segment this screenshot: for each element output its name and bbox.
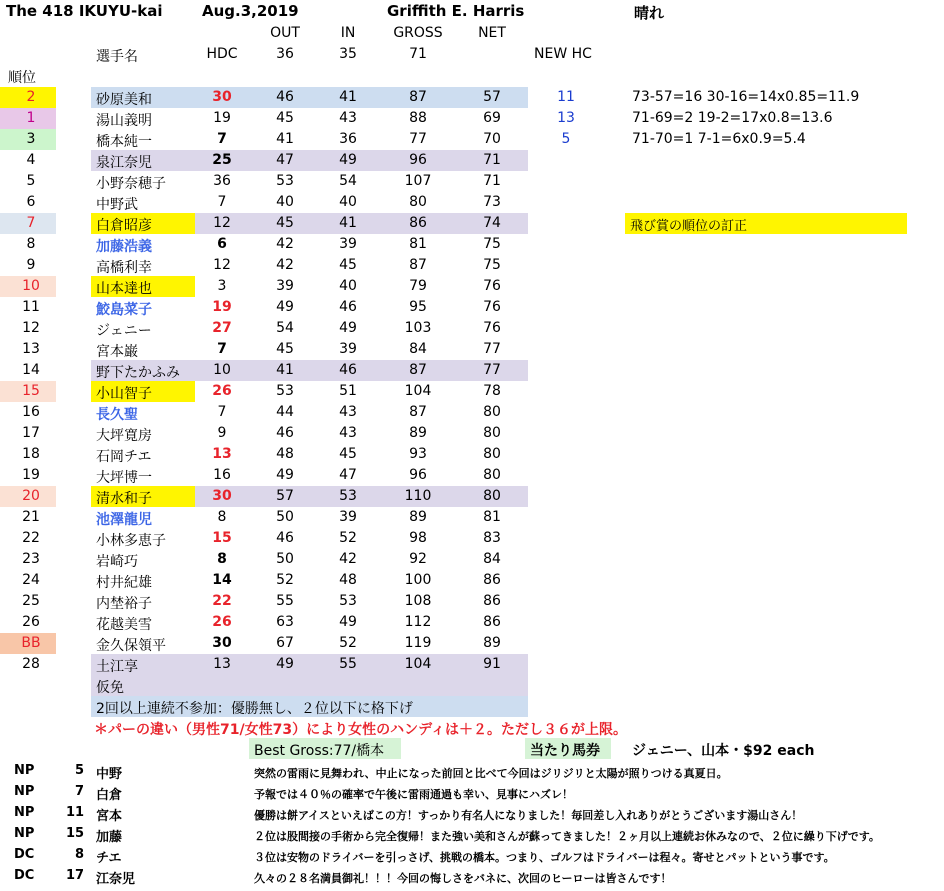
cell-name: 野下たかふみ <box>96 365 180 381</box>
absence-rule: 2回以上連続不参加：優勝無し、２位以下に格下げ <box>96 701 413 717</box>
cell-rank: 24 <box>22 572 40 588</box>
cell-out: 41 <box>276 131 294 147</box>
cell-hdc: 8 <box>217 509 227 525</box>
weather: 晴れ <box>634 4 665 22</box>
cell-name: 金久保領平 <box>96 638 166 654</box>
event-title: The 418 IKUYU-kai <box>6 2 163 20</box>
cell-name: 高橋利幸 <box>96 260 152 276</box>
table-row <box>0 213 944 234</box>
table-row <box>0 255 944 276</box>
cell-in: 43 <box>339 404 357 420</box>
table-row <box>0 549 944 570</box>
cell-gross: 119 <box>404 635 432 651</box>
cell-net: 78 <box>483 383 501 399</box>
cell-hdc: 13 <box>213 656 231 672</box>
cell-out: 49 <box>276 467 294 483</box>
cell-hdc: 7 <box>217 194 227 210</box>
cell-out: 50 <box>276 509 294 525</box>
cell-gross: 77 <box>409 131 427 147</box>
comment-line: 突然の雷雨に見舞われ、中止になった前回と比べて今回はジリジリと太陽が照りつける真夏日。 <box>254 767 728 780</box>
cell-out: 45 <box>276 110 294 126</box>
table-row <box>0 570 944 591</box>
table-row <box>0 633 944 654</box>
cell-gross: 87 <box>409 362 427 378</box>
cell-net: 86 <box>483 614 501 630</box>
table-row <box>0 444 944 465</box>
cell-out: 53 <box>276 173 294 189</box>
cell-out: 52 <box>276 572 294 588</box>
cell-out: 41 <box>276 362 294 378</box>
cell-net: 91 <box>483 656 501 672</box>
cell-in: 46 <box>339 299 357 315</box>
cell-rank: 19 <box>22 467 40 483</box>
cell-in: 54 <box>339 173 357 189</box>
cell-out: 46 <box>276 89 294 105</box>
cell-name: 池澤龍児 <box>96 512 152 528</box>
cell-net: 71 <box>483 173 501 189</box>
cell-in: 41 <box>339 89 357 105</box>
cell-name: 砂原美和 <box>96 92 152 108</box>
cell-in: 39 <box>339 509 357 525</box>
cell-rank: 6 <box>26 194 36 210</box>
cell-calc: 71-69=2 19-2=17x0.8=13.6 <box>632 110 833 126</box>
cell-gross: 89 <box>409 509 427 525</box>
cell-hdc: 19 <box>212 299 232 315</box>
cell-hdc: 10 <box>213 362 231 378</box>
gross-header: GROSS <box>393 25 443 41</box>
cell-gross: 112 <box>404 614 432 630</box>
cell-in: 40 <box>339 278 357 294</box>
cell-out: 53 <box>276 383 294 399</box>
cell-rank: 11 <box>22 299 40 315</box>
prize-type: NP <box>14 784 35 799</box>
cell-hdc: 7 <box>217 341 227 357</box>
cell-rank: 23 <box>22 551 40 567</box>
prize-name: 宮本 <box>96 809 123 824</box>
cell-in: 47 <box>339 467 357 483</box>
cell-new-hc: 11 <box>557 89 575 105</box>
cell-gross: 87 <box>409 257 427 273</box>
cell-gross: 96 <box>409 467 427 483</box>
cell-hdc: 22 <box>212 593 232 609</box>
cell-rank: 21 <box>22 509 40 525</box>
table-row <box>0 591 944 612</box>
out-header: OUT <box>270 25 300 41</box>
cell-net: 80 <box>483 404 501 420</box>
table-row <box>0 297 944 318</box>
table-row <box>0 192 944 213</box>
comment-line: ３位は安物のドライバーを引っさげ、挑戦の橋本。つまり、ゴルフはドライバーは程々。寄せとパットという事です。 <box>254 851 835 864</box>
gross-par: 71 <box>409 46 427 62</box>
cell-net: 77 <box>483 341 501 357</box>
cell-hdc: 12 <box>213 257 231 273</box>
cell-gross: 89 <box>409 425 427 441</box>
cell-net: 76 <box>483 299 501 315</box>
cell-rank: 26 <box>22 614 40 630</box>
cell-hdc: 27 <box>212 320 232 336</box>
table-row <box>0 486 944 507</box>
cell-hdc: 26 <box>212 383 232 399</box>
cell-hdc: 12 <box>213 215 231 231</box>
table-row <box>0 339 944 360</box>
cell-new-hc: 13 <box>557 110 575 126</box>
cell-gross: 95 <box>409 299 427 315</box>
cell-net: 80 <box>483 467 501 483</box>
net-header: NET <box>478 25 506 41</box>
cell-net: 75 <box>483 236 501 252</box>
cell-net: 76 <box>483 320 501 336</box>
table-row <box>0 528 944 549</box>
cell-rank: 3 <box>26 131 36 147</box>
prize-hole: 7 <box>74 784 84 799</box>
rank-header: 順位 <box>8 70 36 86</box>
cell-out: 67 <box>276 635 294 651</box>
cell-name: 宮本巌 <box>96 344 138 360</box>
cell-calc: 71-70=1 7-1=6x0.9=5.4 <box>632 131 806 147</box>
cell-in: 49 <box>339 152 357 168</box>
cell-in: 45 <box>339 446 357 462</box>
cell-hdc: 7 <box>217 131 227 147</box>
winning-ticket: ジェニー、山本・$92 each <box>632 743 815 759</box>
cell-in: 49 <box>339 320 357 336</box>
cell-gross: 108 <box>404 593 432 609</box>
cell-gross: 86 <box>409 215 427 231</box>
cell-name: 岩崎巧 <box>96 554 138 570</box>
out-par: 36 <box>276 46 294 62</box>
cell-rank: 17 <box>22 425 40 441</box>
cell-hdc: 8 <box>217 551 227 567</box>
prize-type: DC <box>14 868 35 883</box>
prize-type: NP <box>14 805 35 820</box>
cell-out: 45 <box>276 215 294 231</box>
cell-net: 70 <box>483 131 501 147</box>
cell-out: 40 <box>276 194 294 210</box>
cell-in: 39 <box>339 236 357 252</box>
cell-in: 53 <box>339 488 357 504</box>
cell-name: 小山智子 <box>96 386 152 402</box>
handicap-rule: ＊パーの違い（男性71/女性73）により女性のハンディは＋２。ただし３６が上限。 <box>94 722 627 738</box>
table-row <box>0 318 944 339</box>
prize-hole: 8 <box>74 847 84 862</box>
cell-out: 44 <box>276 404 294 420</box>
cell-gross: 103 <box>404 320 432 336</box>
cell-out: 48 <box>276 446 294 462</box>
cell-hdc: 19 <box>213 110 231 126</box>
cell-name: 白倉昭彦 <box>96 218 152 234</box>
cell-rank: 16 <box>22 404 40 420</box>
comment-line: 久々の２８名満員御礼！！！今回の悔しさをバネに、次回のヒーローは皆さんです！ <box>254 872 672 885</box>
cell-net: 80 <box>483 446 501 462</box>
player-header: 選手名 <box>96 49 138 65</box>
cell-rank: 20 <box>22 488 40 504</box>
table-row <box>0 423 944 444</box>
cell-hdc: 14 <box>212 572 232 588</box>
cell-rank: 13 <box>22 341 40 357</box>
in-par: 35 <box>339 46 357 62</box>
cell-net: 81 <box>483 509 501 525</box>
cell-in: 49 <box>339 614 357 630</box>
cell-name: 鮫島菜子 <box>96 302 152 318</box>
cell-gross: 81 <box>409 236 427 252</box>
cell-net: 73 <box>483 194 501 210</box>
cell-name: 大坪寛房 <box>96 428 152 444</box>
table-row <box>0 171 944 192</box>
cell-gross: 79 <box>409 278 427 294</box>
prize-name: 中野 <box>96 767 123 782</box>
cell-hdc: 26 <box>212 614 232 630</box>
cell-out: 42 <box>276 236 294 252</box>
cell-gross: 92 <box>409 551 427 567</box>
cell-gross: 88 <box>409 110 427 126</box>
hdc-header: HDC <box>206 46 238 62</box>
ranking-note: 飛び賞の順位の訂正 <box>630 219 748 234</box>
cell-rank: 12 <box>22 320 40 336</box>
cell-rank: 25 <box>22 593 40 609</box>
table-row <box>0 507 944 528</box>
new-hc-header: NEW HC <box>534 46 592 62</box>
cell-gross: 110 <box>404 488 432 504</box>
cell-in: 45 <box>339 257 357 273</box>
cell-name: 小林多恵子 <box>96 533 166 549</box>
cell-hdc: 6 <box>217 236 227 252</box>
cell-rank: 8 <box>26 236 36 252</box>
prize-hole: 11 <box>66 805 85 820</box>
table-row <box>0 381 944 402</box>
table-row <box>0 276 944 297</box>
cell-gross: 104 <box>404 656 432 672</box>
cell-rank: 28 <box>22 656 40 672</box>
prize-type: NP <box>14 763 35 778</box>
cell-net: 76 <box>483 278 501 294</box>
cell-name: ジェニー <box>96 323 152 339</box>
cell-in: 46 <box>339 362 357 378</box>
cell-gross: 98 <box>409 530 427 546</box>
table-row <box>0 402 944 423</box>
cell-rank: 1 <box>26 110 36 126</box>
prize-name: 江奈児 <box>96 872 136 887</box>
comment-line: 優勝は餅アイスといえばこの方！すっかり有名人になりました！毎回差し入れありがとうございます湯山さん！ <box>254 809 803 822</box>
cell-gross: 84 <box>409 341 427 357</box>
cell-rank: 5 <box>26 173 36 189</box>
in-header: IN <box>340 25 356 41</box>
cell-net: 89 <box>483 635 501 651</box>
comment-line: 予報では４０％の確率で午後に雷雨通過も幸い、見事にハズレ！ <box>254 788 573 801</box>
cell-in: 42 <box>339 551 357 567</box>
cell-name: 石岡チエ <box>96 449 152 465</box>
cell-in: 43 <box>339 110 357 126</box>
cell-in: 36 <box>339 131 357 147</box>
cell-hdc: 36 <box>213 173 231 189</box>
table-row <box>0 654 944 675</box>
cell-out: 45 <box>276 341 294 357</box>
cell-gross: 87 <box>409 89 427 105</box>
prize-hole: 15 <box>66 826 85 841</box>
cell-rank: 2 <box>26 89 36 105</box>
cell-out: 42 <box>276 257 294 273</box>
cell-net: 77 <box>483 362 501 378</box>
cell-rank: 4 <box>26 152 36 168</box>
winning-ticket-label: 当たり馬券 <box>530 743 600 759</box>
cell-in: 52 <box>339 530 357 546</box>
table-row <box>0 612 944 633</box>
cell-in: 41 <box>339 215 357 231</box>
cell-rank: BB <box>21 635 41 651</box>
cell-hdc: 25 <box>212 152 232 168</box>
cell-net: 69 <box>483 110 501 126</box>
cell-hdc: 3 <box>217 278 227 294</box>
cell-hdc: 30 <box>212 635 232 651</box>
cell-rank: 9 <box>26 257 36 273</box>
cell-out: 49 <box>276 299 294 315</box>
course-name: Griffith E. Harris <box>387 2 525 20</box>
cell-rank: 14 <box>22 362 40 378</box>
cell-net: 80 <box>483 488 501 504</box>
cell-out: 54 <box>276 320 294 336</box>
table-row <box>0 234 944 255</box>
cell-net: 83 <box>483 530 501 546</box>
cell-out: 63 <box>276 614 294 630</box>
table-row <box>0 360 944 381</box>
prize-type: DC <box>14 847 35 862</box>
cell-out: 50 <box>276 551 294 567</box>
prize-name: 加藤 <box>96 830 123 845</box>
cell-calc: 73-57=16 30-16=14x0.85=11.9 <box>632 89 860 105</box>
cell-out: 57 <box>276 488 294 504</box>
table-row <box>0 465 944 486</box>
prize-hole: 17 <box>66 868 85 883</box>
cell-in: 43 <box>339 425 357 441</box>
cell-out: 55 <box>276 593 294 609</box>
cell-gross: 96 <box>409 152 427 168</box>
cell-hdc: 30 <box>212 89 232 105</box>
cell-name: 中野武 <box>96 197 138 213</box>
cell-in: 40 <box>339 194 357 210</box>
cell-rank: 7 <box>26 215 36 231</box>
provisional-band <box>91 675 528 696</box>
cell-name: 泉江奈児 <box>96 155 152 171</box>
cell-name: 橋本純一 <box>96 134 152 150</box>
cell-gross: 107 <box>404 173 432 189</box>
cell-in: 52 <box>339 635 357 651</box>
cell-out: 46 <box>276 530 294 546</box>
cell-out: 47 <box>276 152 294 168</box>
cell-in: 55 <box>339 656 357 672</box>
cell-net: 84 <box>483 551 501 567</box>
cell-hdc: 9 <box>217 425 227 441</box>
cell-gross: 100 <box>404 572 432 588</box>
event-date: Aug.3,2019 <box>202 2 299 20</box>
prize-name: チエ <box>96 851 122 866</box>
cell-name: 山本達也 <box>96 281 152 297</box>
table-row <box>0 108 944 129</box>
prize-type: NP <box>14 826 35 841</box>
cell-net: 86 <box>483 572 501 588</box>
cell-net: 57 <box>483 89 501 105</box>
prize-name: 白倉 <box>96 788 123 803</box>
cell-gross: 93 <box>409 446 427 462</box>
table-row <box>0 150 944 171</box>
cell-out: 39 <box>276 278 294 294</box>
cell-in: 48 <box>339 572 357 588</box>
cell-out: 49 <box>276 656 294 672</box>
cell-gross: 87 <box>409 404 427 420</box>
cell-rank: 18 <box>22 446 40 462</box>
table-row <box>0 87 944 108</box>
cell-name: 花越美雪 <box>96 617 152 633</box>
cell-name: 清水和子 <box>96 491 152 507</box>
cell-name: 小野奈穂子 <box>96 176 166 192</box>
cell-in: 39 <box>339 341 357 357</box>
cell-name: 土江享 <box>96 659 138 675</box>
cell-hdc: 16 <box>213 467 231 483</box>
cell-net: 75 <box>483 257 501 273</box>
cell-gross: 80 <box>409 194 427 210</box>
cell-name: 加藤浩義 <box>96 239 152 255</box>
cell-hdc: 13 <box>212 446 232 462</box>
prize-hole: 5 <box>74 763 84 778</box>
cell-in: 53 <box>339 593 357 609</box>
cell-out: 46 <box>276 425 294 441</box>
cell-net: 86 <box>483 593 501 609</box>
cell-hdc: 7 <box>217 404 227 420</box>
cell-name: 長久聖 <box>96 407 138 423</box>
cell-name: 大坪博一 <box>96 470 152 486</box>
cell-new-hc: 5 <box>561 131 571 147</box>
cell-gross: 104 <box>404 383 432 399</box>
cell-name: 村井紀雄 <box>96 575 152 591</box>
provisional-label: 仮免 <box>96 680 124 696</box>
cell-net: 71 <box>483 152 501 168</box>
table-row <box>0 129 944 150</box>
cell-hdc: 15 <box>212 530 232 546</box>
cell-rank: 15 <box>22 383 40 399</box>
cell-net: 80 <box>483 425 501 441</box>
cell-in: 51 <box>339 383 357 399</box>
cell-name: 湯山義明 <box>96 113 152 129</box>
cell-rank: 22 <box>22 530 40 546</box>
cell-hdc: 30 <box>212 488 232 504</box>
cell-rank: 10 <box>22 278 40 294</box>
best-gross: Best Gross:77/橋本 <box>254 743 385 759</box>
comment-line: ２位は股間接の手術から完全復帰！また強い美和さんが蘇ってきました！２ヶ月以上連続お休みなので、２位に繰り下げです。 <box>254 830 880 843</box>
cell-net: 74 <box>483 215 501 231</box>
cell-name: 内埜裕子 <box>96 596 152 612</box>
